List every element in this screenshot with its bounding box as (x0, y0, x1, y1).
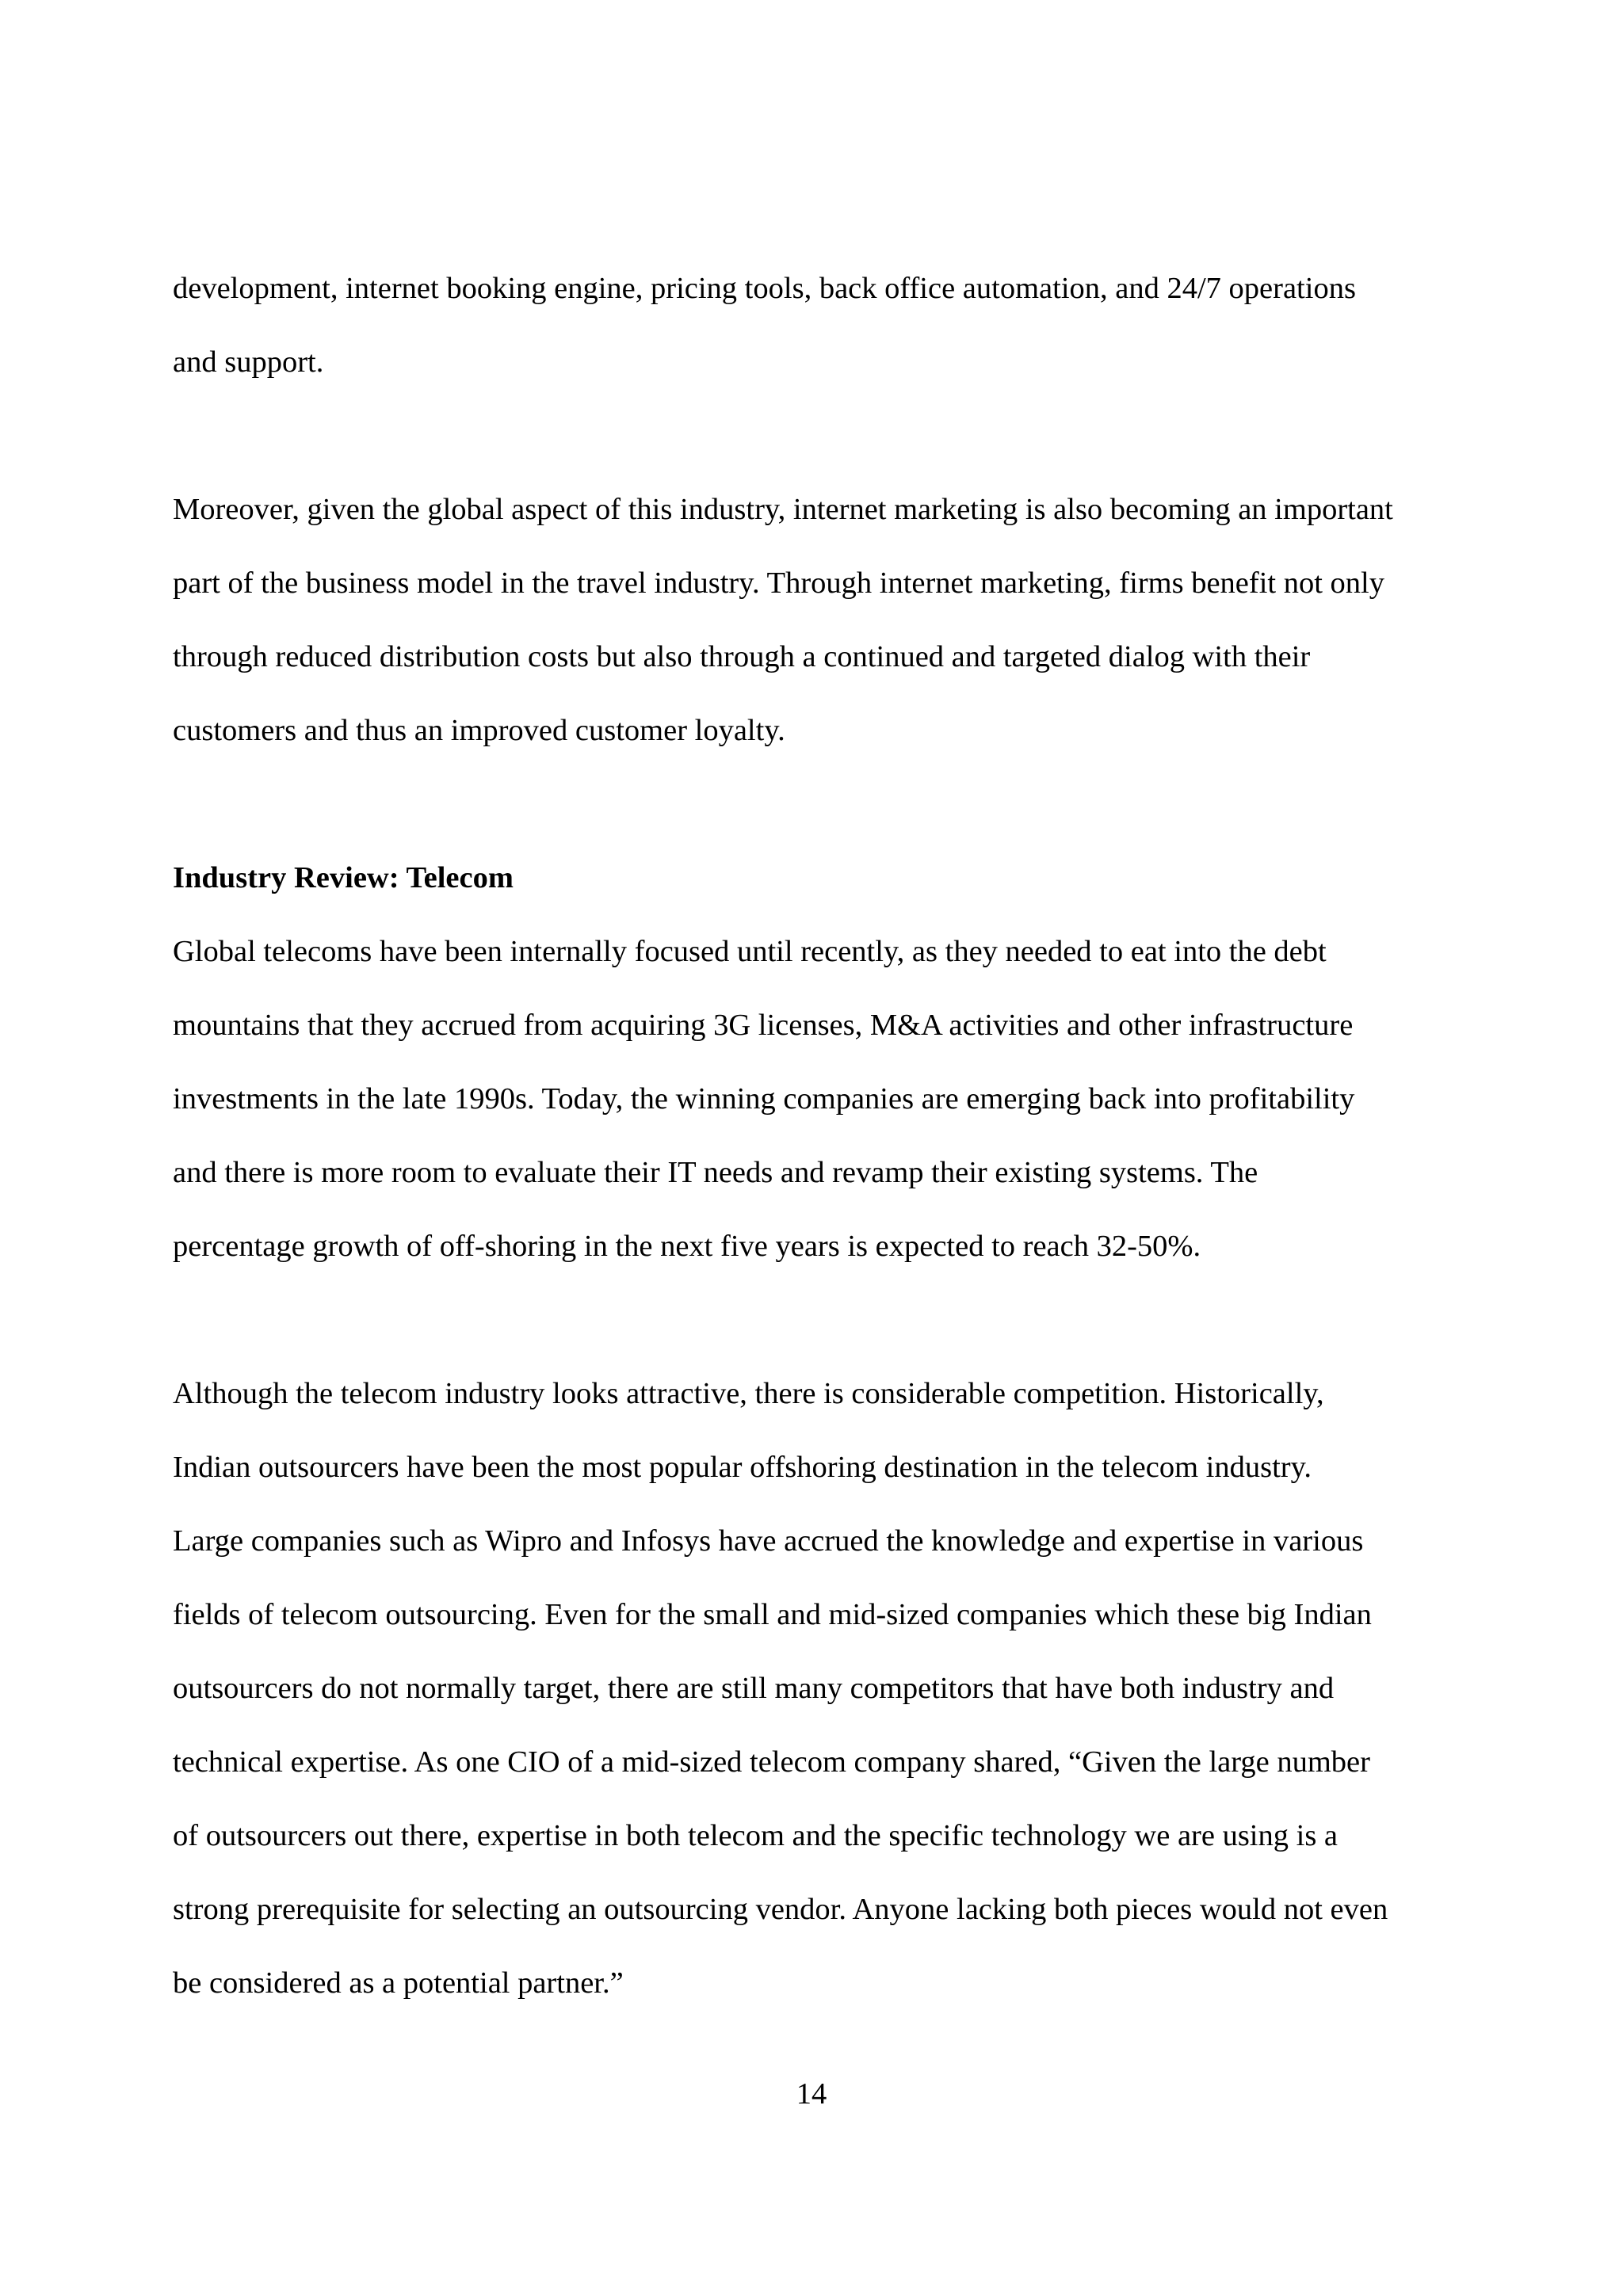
paragraph-4-line-2: Indian outsourcers have been the most popular offshoring destination in the telecom industry. (173, 1451, 1312, 1484)
paragraph-4-line-5: outsourcers do not normally target, there are still many competitors that have both industry and (173, 1672, 1335, 1705)
paragraph-2-line-1: Moreover, given the global aspect of this industry, internet marketing is also becoming an important (173, 493, 1393, 526)
section-heading: Industry Review: Telecom (173, 861, 514, 894)
paragraph-2-line-2: part of the business model in the travel industry. Through internet marketing, firms benefit not only (173, 566, 1384, 600)
paragraph-2-line-4: customers and thus an improved customer loyalty. (173, 714, 785, 747)
paragraph-4-line-7: of outsourcers out there, expertise in both telecom and the specific technology we are using is a (173, 1819, 1338, 1852)
paragraph-1-line-2: and support. (173, 345, 324, 379)
paragraph-4-line-8: strong prerequisite for selecting an outsourcing vendor. Anyone lacking both pieces would not even (173, 1893, 1388, 1926)
paragraph-3-line-1: Global telecoms have been internally focused until recently, as they needed to eat into the debt (173, 935, 1327, 968)
paragraph-4-line-6: technical expertise. As one CIO of a mid-sized telecom company shared, “Given the large number (173, 1745, 1370, 1779)
paragraph-4-line-4: fields of telecom outsourcing. Even for the small and mid-sized companies which these big Indian (173, 1598, 1372, 1631)
paragraph-4-line-1: Although the telecom industry looks attractive, there is considerable competition. Historically, (173, 1377, 1324, 1410)
paragraph-3-line-2: mountains that they accrued from acquiring 3G licenses, M&A activities and other infrastructure (173, 1009, 1354, 1042)
paragraph-1-line-1: development, internet booking engine, pricing tools, back office automation, and 24/7 operations (173, 272, 1356, 305)
paragraph-3-line-3: investments in the late 1990s. Today, the winning companies are emerging back into profitability (173, 1082, 1355, 1116)
paragraph-4-line-9: be considered as a potential partner.” (173, 1966, 624, 2000)
paragraph-4-line-3: Large companies such as Wipro and Infosys have accrued the knowledge and expertise in various (173, 1524, 1364, 1558)
paragraph-2-line-3: through reduced distribution costs but also through a continued and targeted dialog with their (173, 640, 1311, 673)
paragraph-3-line-5: percentage growth of off-shoring in the next five years is expected to reach 32-50%. (173, 1230, 1201, 1263)
paragraph-3-line-4: and there is more room to evaluate their IT needs and revamp their existing systems. The (173, 1156, 1258, 1189)
page-number: 14 (796, 2077, 827, 2111)
